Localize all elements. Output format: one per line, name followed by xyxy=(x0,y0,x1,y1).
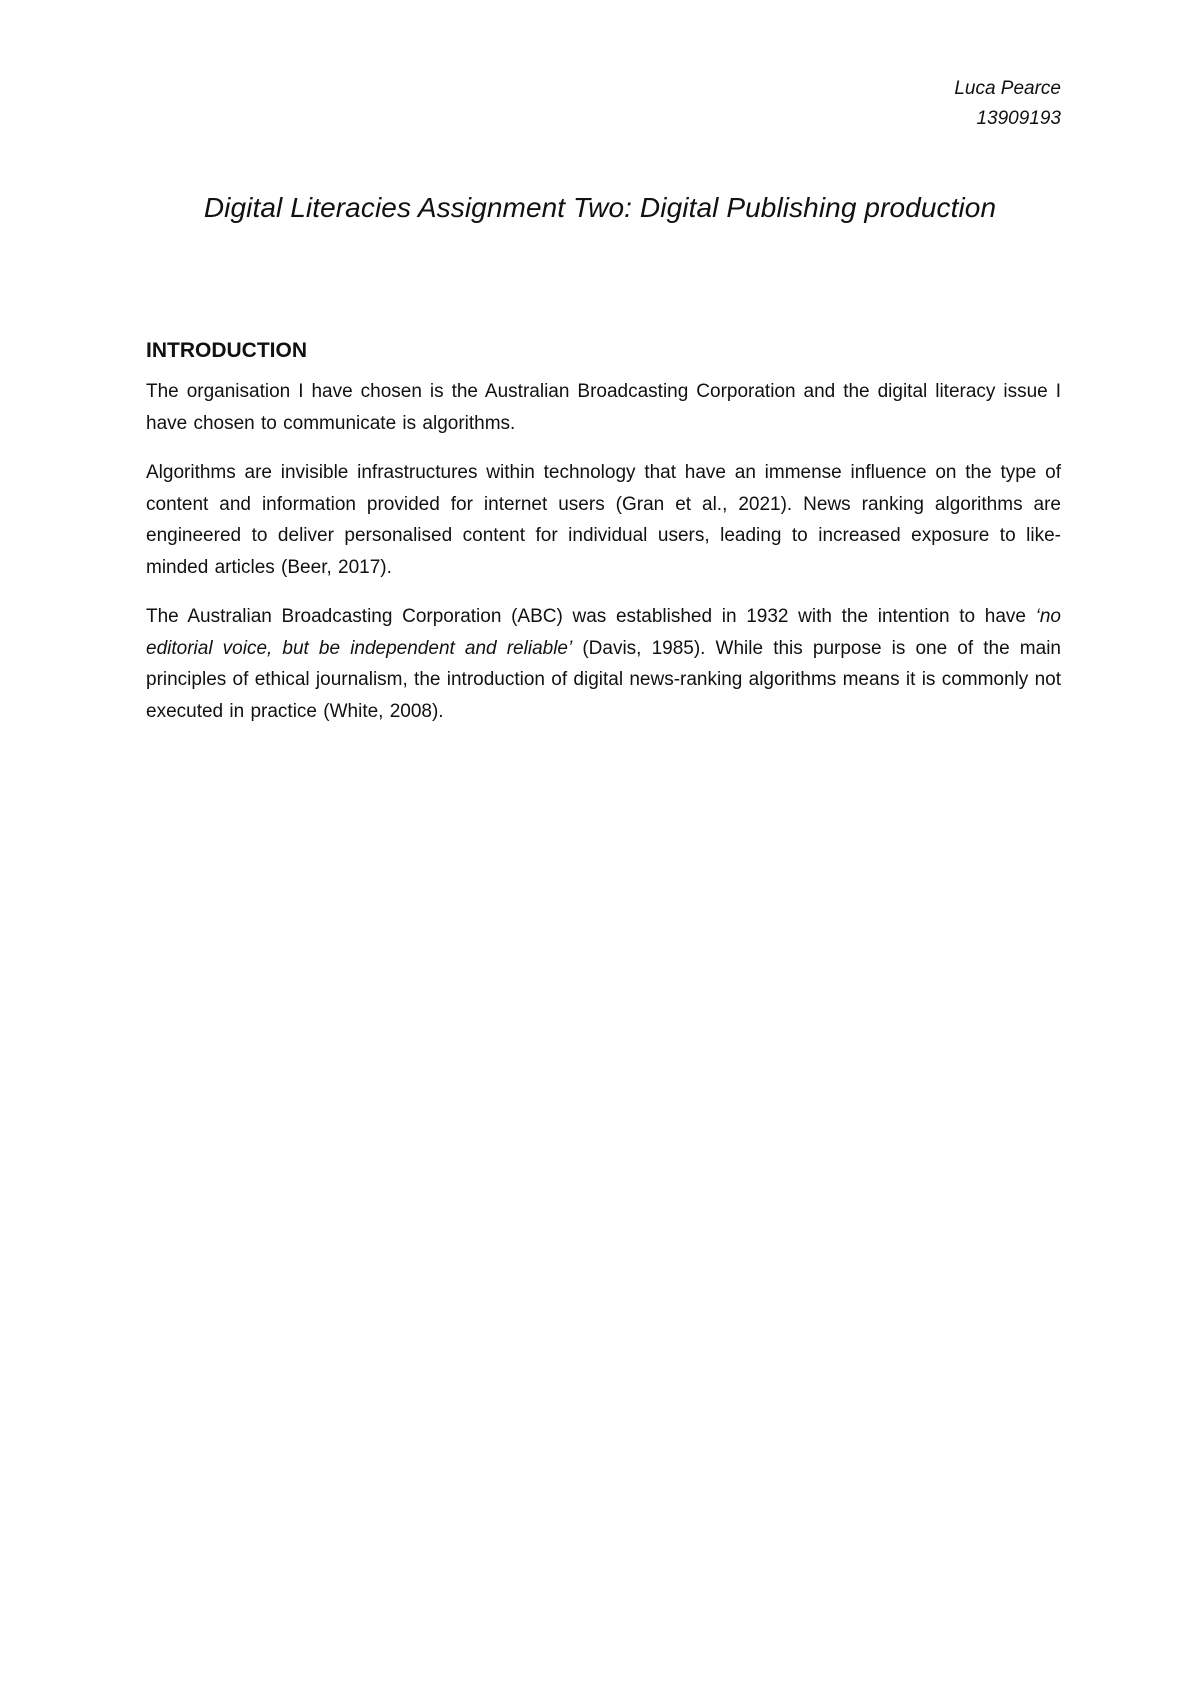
paragraph-organisation: The organisation I have chosen is the Australian Broadcasting Corporation and the digital literacy issue I have chosen to communicate is algorithms. xyxy=(146,381,1061,434)
paragraph-algorithms: Algorithms are invisible infrastructures within technology that have an immense influence on the type of content and information provided for internet users (Gran et al., 2021). News ranking algorithms are engineered to deliver personalised content for individual users, leading to increased exposure to like-minded articles (Beer, 2017). xyxy=(146,462,1061,578)
paragraph-abc-history-start: The Australian Broadcasting Corporation (ABC) was established in 1932 with the intention to have xyxy=(146,606,1036,627)
introduction-section xyxy=(146,336,1061,745)
author-block xyxy=(954,74,1061,134)
paragraph-abc-history-end: (Davis, 1985). While this purpose is one of the main principles of ethical journalism, the introduction of digital news-ranking algorithms means it is commonly not executed in practice (White, 2008). xyxy=(146,637,1061,722)
paragraph-abc-history-quote: ‘no editorial voice, but be independent and reliable’ xyxy=(146,606,1061,659)
paragraph-abc-history xyxy=(146,601,1061,727)
section-heading: INTRODUCTION xyxy=(146,339,307,362)
document-title: Digital Literacies Assignment Two: Digital Publishing production xyxy=(203,192,997,223)
author-name: Luca Pearce xyxy=(954,78,1061,99)
student-id: 13909193 xyxy=(976,108,1061,129)
